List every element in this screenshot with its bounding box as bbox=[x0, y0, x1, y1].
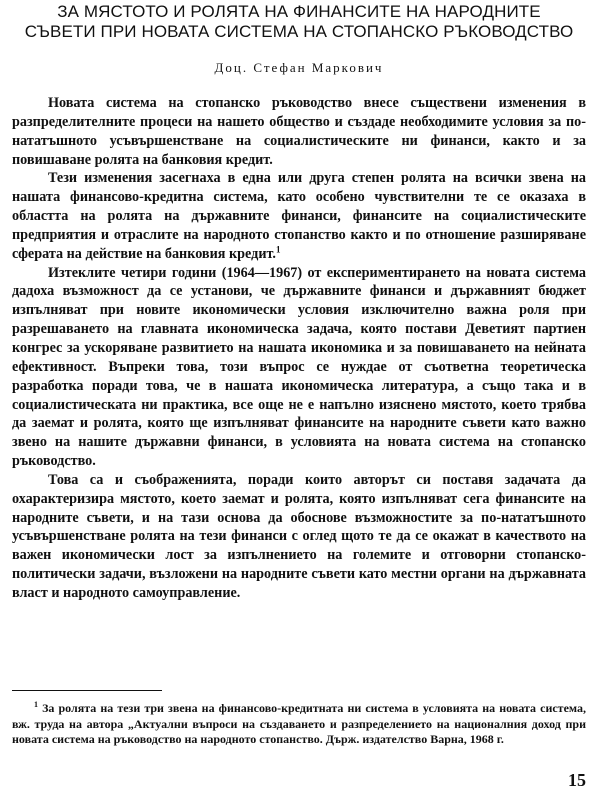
footnote-reference: 1 bbox=[275, 244, 281, 255]
paragraph-2 bbox=[12, 169, 586, 263]
footnote-separator bbox=[12, 690, 162, 691]
author-byline: Доц. Стефан Маркович bbox=[214, 60, 384, 75]
page-number: 15 bbox=[568, 770, 586, 790]
paragraph-2-text: Тези изменения засегнаха в една или друга степен ролята на всички звена на нашата финансово-кредитна система, като особено чувствителни те се оказаха в областта на ролята на държавните финанси, финансите на социалистическите предприятия и отраслите на народното стопанство както и по отношение разширяване сферата на действие на банковия кредит. bbox=[12, 170, 586, 262]
paragraph-3: Изтеклите четири години (1964—1967) от експериментирането на новата система дадоха възможност да се установи, че държавните финанси и държавният бюджет изпълняват при новите икономически условия изключително важна роля при разрешаването на главната икономическа задача, която постави Деветият партиен конгрес за ускоряване развитието на нашата икономика и за повишаването на нейната ефективност. Въпреки това, този въпрос се нуждае от съответна теоретическа разработка поради това, че в нашата икономическа литература, а също така и в социалистическата ни практика, все още не е напълно изяснено мястото, което трябва да заемат и ролята, която ще изпълняват финансите на народните съвети като важно звено на нашите държавни финанси, в условията на новата система на стопанско ръководство. bbox=[12, 264, 586, 470]
article-title-line-2: СЪВЕТИ ПРИ НОВАТА СИСТЕМА НА СТОПАНСКО РЪКОВОДСТВО bbox=[24, 22, 574, 41]
paragraph-4: Това са и съображенията, поради които авторът си поставя задачата да охарактеризира мястото, което заемат и ролята, която изпълняват сега финансите на народните съвети, и на тази основа да обоснове възможностите за по-нататъшното усъвършенстване ролята на тези финанси с оглед щото те да се окажат в качеството на важен икономически лост за изпълнението на големите и отговорни стопанско-политически задачи, възложени на народните съвети като местни органи на държавната власт и народното самоуправление. bbox=[12, 471, 586, 601]
article-title bbox=[10, 0, 588, 42]
article-body bbox=[10, 94, 588, 603]
footnote bbox=[12, 697, 586, 748]
paragraph-1: Новата система на стопанско ръководство внесе съществени изменения в разпределителните процеси на нашето общество и създаде необходимите условия за по-нататъшното усъвършенстване на социалистическите ни финанси, както и за повишаване ролята на банковия кредит. bbox=[12, 95, 586, 168]
footnote-text: За ролята на тези три звена на финансово-кредитната ни система в условията на новата система, вж. труда на автора „Актуални въпроси на създаването и разпределението на националния доход при новата система на ръководство на народното стопанство. Държ. издателство Варна, 1968 г. bbox=[12, 701, 586, 747]
footnote-marker: 1 bbox=[34, 700, 38, 709]
article-title-line-1: ЗА МЯСТОТО И РОЛЯТА НА ФИНАНСИТЕ НА НАРОДНИТЕ bbox=[57, 2, 541, 21]
